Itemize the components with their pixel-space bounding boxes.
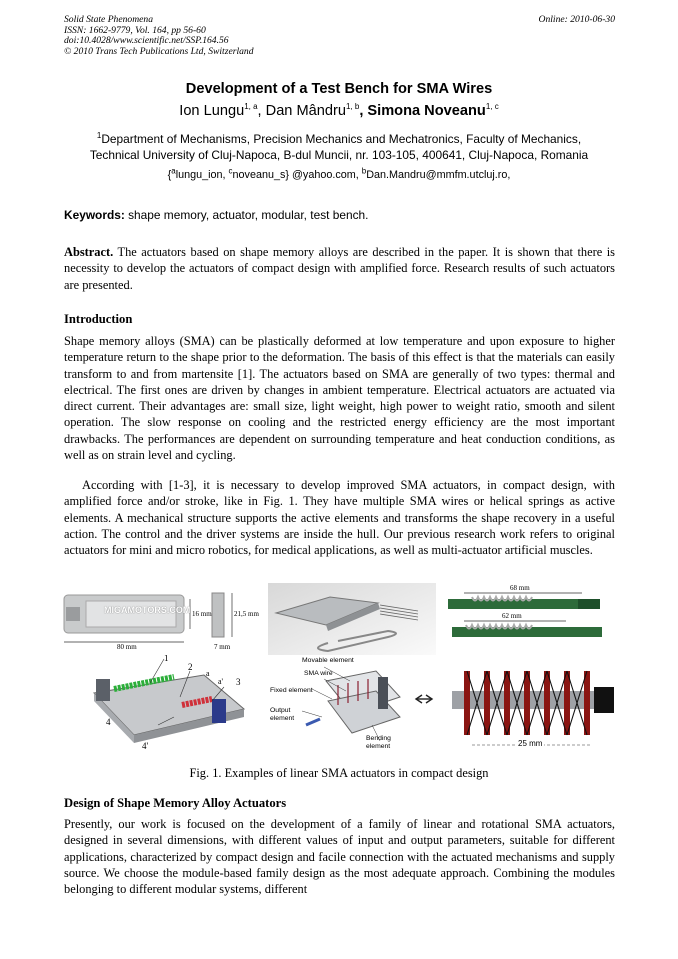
affiliation-line-1: Department of Mechanisms, Precision Mechanics and Mechatronics, Faculty of Mechanics,	[101, 132, 582, 146]
email-2: noveanu_s} @yahoo.com,	[232, 169, 362, 181]
abstract	[64, 244, 615, 293]
figure-caption: Fig. 1. Examples of linear SMA actuators in compact design	[189, 766, 489, 780]
emails	[0, 166, 678, 181]
design-paragraph-1: Presently, our work is focused on the development of a family of linear and rotational SMA actuators, designed in several dimensions, with different values of input and output parameters, suitable for different applications, characterized by compact design and facile connection with the actuated mechanisms and supply source. We choose the module-based family design as the most adequate approach. Combining the modules belonging to different modular systems, different	[64, 817, 615, 897]
keywords-text: shape memory, actuator, modular, test bench.	[124, 208, 369, 222]
label-output-element: element	[270, 715, 295, 722]
email-brace: {	[167, 169, 172, 181]
journal-name: Solid State Phenomena	[64, 14, 153, 25]
author-list	[0, 103, 678, 119]
email-sup-b: b	[361, 166, 367, 176]
migamotors-logo-text: MIGAMOTORS.COM	[104, 605, 191, 615]
online-date: Online: 2010-06-30	[538, 14, 615, 25]
dim-62mm: 62 mm	[502, 612, 522, 620]
label-a: a	[206, 669, 210, 678]
dim-16mm: 16 mm	[192, 610, 212, 618]
label-a-prime: a'	[218, 677, 223, 686]
introduction-heading: Introduction	[64, 312, 133, 326]
doi: doi:10.4028/www.scientific.net/SSP.164.56	[64, 35, 229, 47]
author-3-sup: 1, c	[485, 102, 499, 112]
label-fixed-element: Fixed element	[270, 687, 313, 694]
abstract-label: Abstract.	[64, 245, 114, 259]
running-header	[64, 15, 254, 57]
keywords	[64, 208, 368, 222]
introduction-paragraph-2: According with [1-3], it is necessary to develop improved SMA actuators, in compact design, with amplified force and/or stroke, like in Fig. 1. They have multiple SMA wires or helical springs as active elements. A mechanical structure supports the active elements and transforms the shape recovery in a useful action. The control and the driver systems are inside the hull. Our previous research work refers to original actuators for mini and micro robotics, for medical applications, as well as multi-actuator artificial muscles.	[64, 478, 615, 558]
email-3: Dan.Mandru@mmfm.utcluj.ro,	[366, 169, 511, 181]
email-sup-c: c	[228, 166, 233, 176]
label-2: 2	[188, 662, 193, 672]
affiliation-sup: 1	[96, 131, 102, 141]
figure-1	[62, 583, 618, 765]
abstract-text: The actuators based on shape memory alloys are described in the paper. It is shown that there is necessity to develop the actuators of compact design with amplified force. Research results of such actuators are presented.	[64, 245, 615, 292]
label-1: 1	[164, 655, 169, 663]
issn: ISSN: 1662-9779, Vol. 164, pp 56-60	[64, 24, 206, 36]
label-output: Output	[270, 707, 291, 714]
author-1-sup: 1, a	[244, 102, 258, 112]
label-4-prime: 4'	[142, 741, 149, 751]
sma-wire-mechanism	[268, 655, 408, 751]
linear-actuator-3d	[86, 655, 264, 751]
author-1: Ion Lungu	[179, 103, 245, 119]
dim-7mm: 7 mm	[214, 643, 231, 651]
multi-actuator-muscle	[412, 665, 618, 755]
label-4: 4	[106, 717, 111, 727]
introduction-paragraph-1: Shape memory alloys (SMA) can be plastically deformed at low temperature and upon exposure to higher temperature return to the shape prior to the deformation. The basis of this effect is that the materials can easily transform to and from martensite [1]. The actuators based on SMA are generally of two types: thermal and electrical. The first ones are driven by changes in ambient temperature. Electrical actuators are actuated via direct current. Their advantages are: small size, light weight, high power to weight ratio, smooth and silent operation. The slow response on cooling and the restricted energy efficiency are the most important drawbacks. The performances are dependent on surrounding temperature and heat conduction conditions, as well as on strain level and cycling.	[64, 334, 615, 463]
author-2-sup: 1, b	[345, 102, 360, 112]
email-sup-a: a	[171, 166, 176, 176]
actuator-photo	[268, 583, 436, 655]
author-2: , Dan Mândru	[257, 103, 346, 119]
label-sma-wire: SMA wire	[304, 670, 333, 677]
affiliation	[0, 131, 678, 163]
helical-actuators-image	[442, 583, 618, 655]
dim-21-5mm: 21,5 mm	[234, 610, 259, 618]
keywords-label: Keywords:	[64, 208, 125, 222]
email-1: lungu_ion,	[175, 169, 229, 181]
label-bending-element: element	[366, 743, 391, 750]
migamotors-actuator-image	[62, 587, 262, 653]
dim-80mm: 80 mm	[117, 643, 137, 651]
label-3: 3	[236, 677, 241, 687]
label-movable-element: Movable element	[302, 657, 354, 664]
copyright: © 2010 Trans Tech Publications Ltd, Switzerland	[64, 45, 254, 57]
design-heading: Design of Shape Memory Alloy Actuators	[64, 796, 287, 810]
author-3: , Simona Noveanu	[359, 103, 486, 119]
affiliation-line-2: Technical University of Cluj-Napoca, B-dul Muncii, nr. 103-105, 400641, Cluj-Napoca, Romania	[89, 148, 589, 162]
dim-25mm: 25 mm	[518, 739, 543, 748]
dim-68mm: 68 mm	[510, 584, 530, 592]
label-bending: Bending	[366, 735, 391, 742]
paper-title: Development of a Test Bench for SMA Wires	[185, 81, 493, 97]
